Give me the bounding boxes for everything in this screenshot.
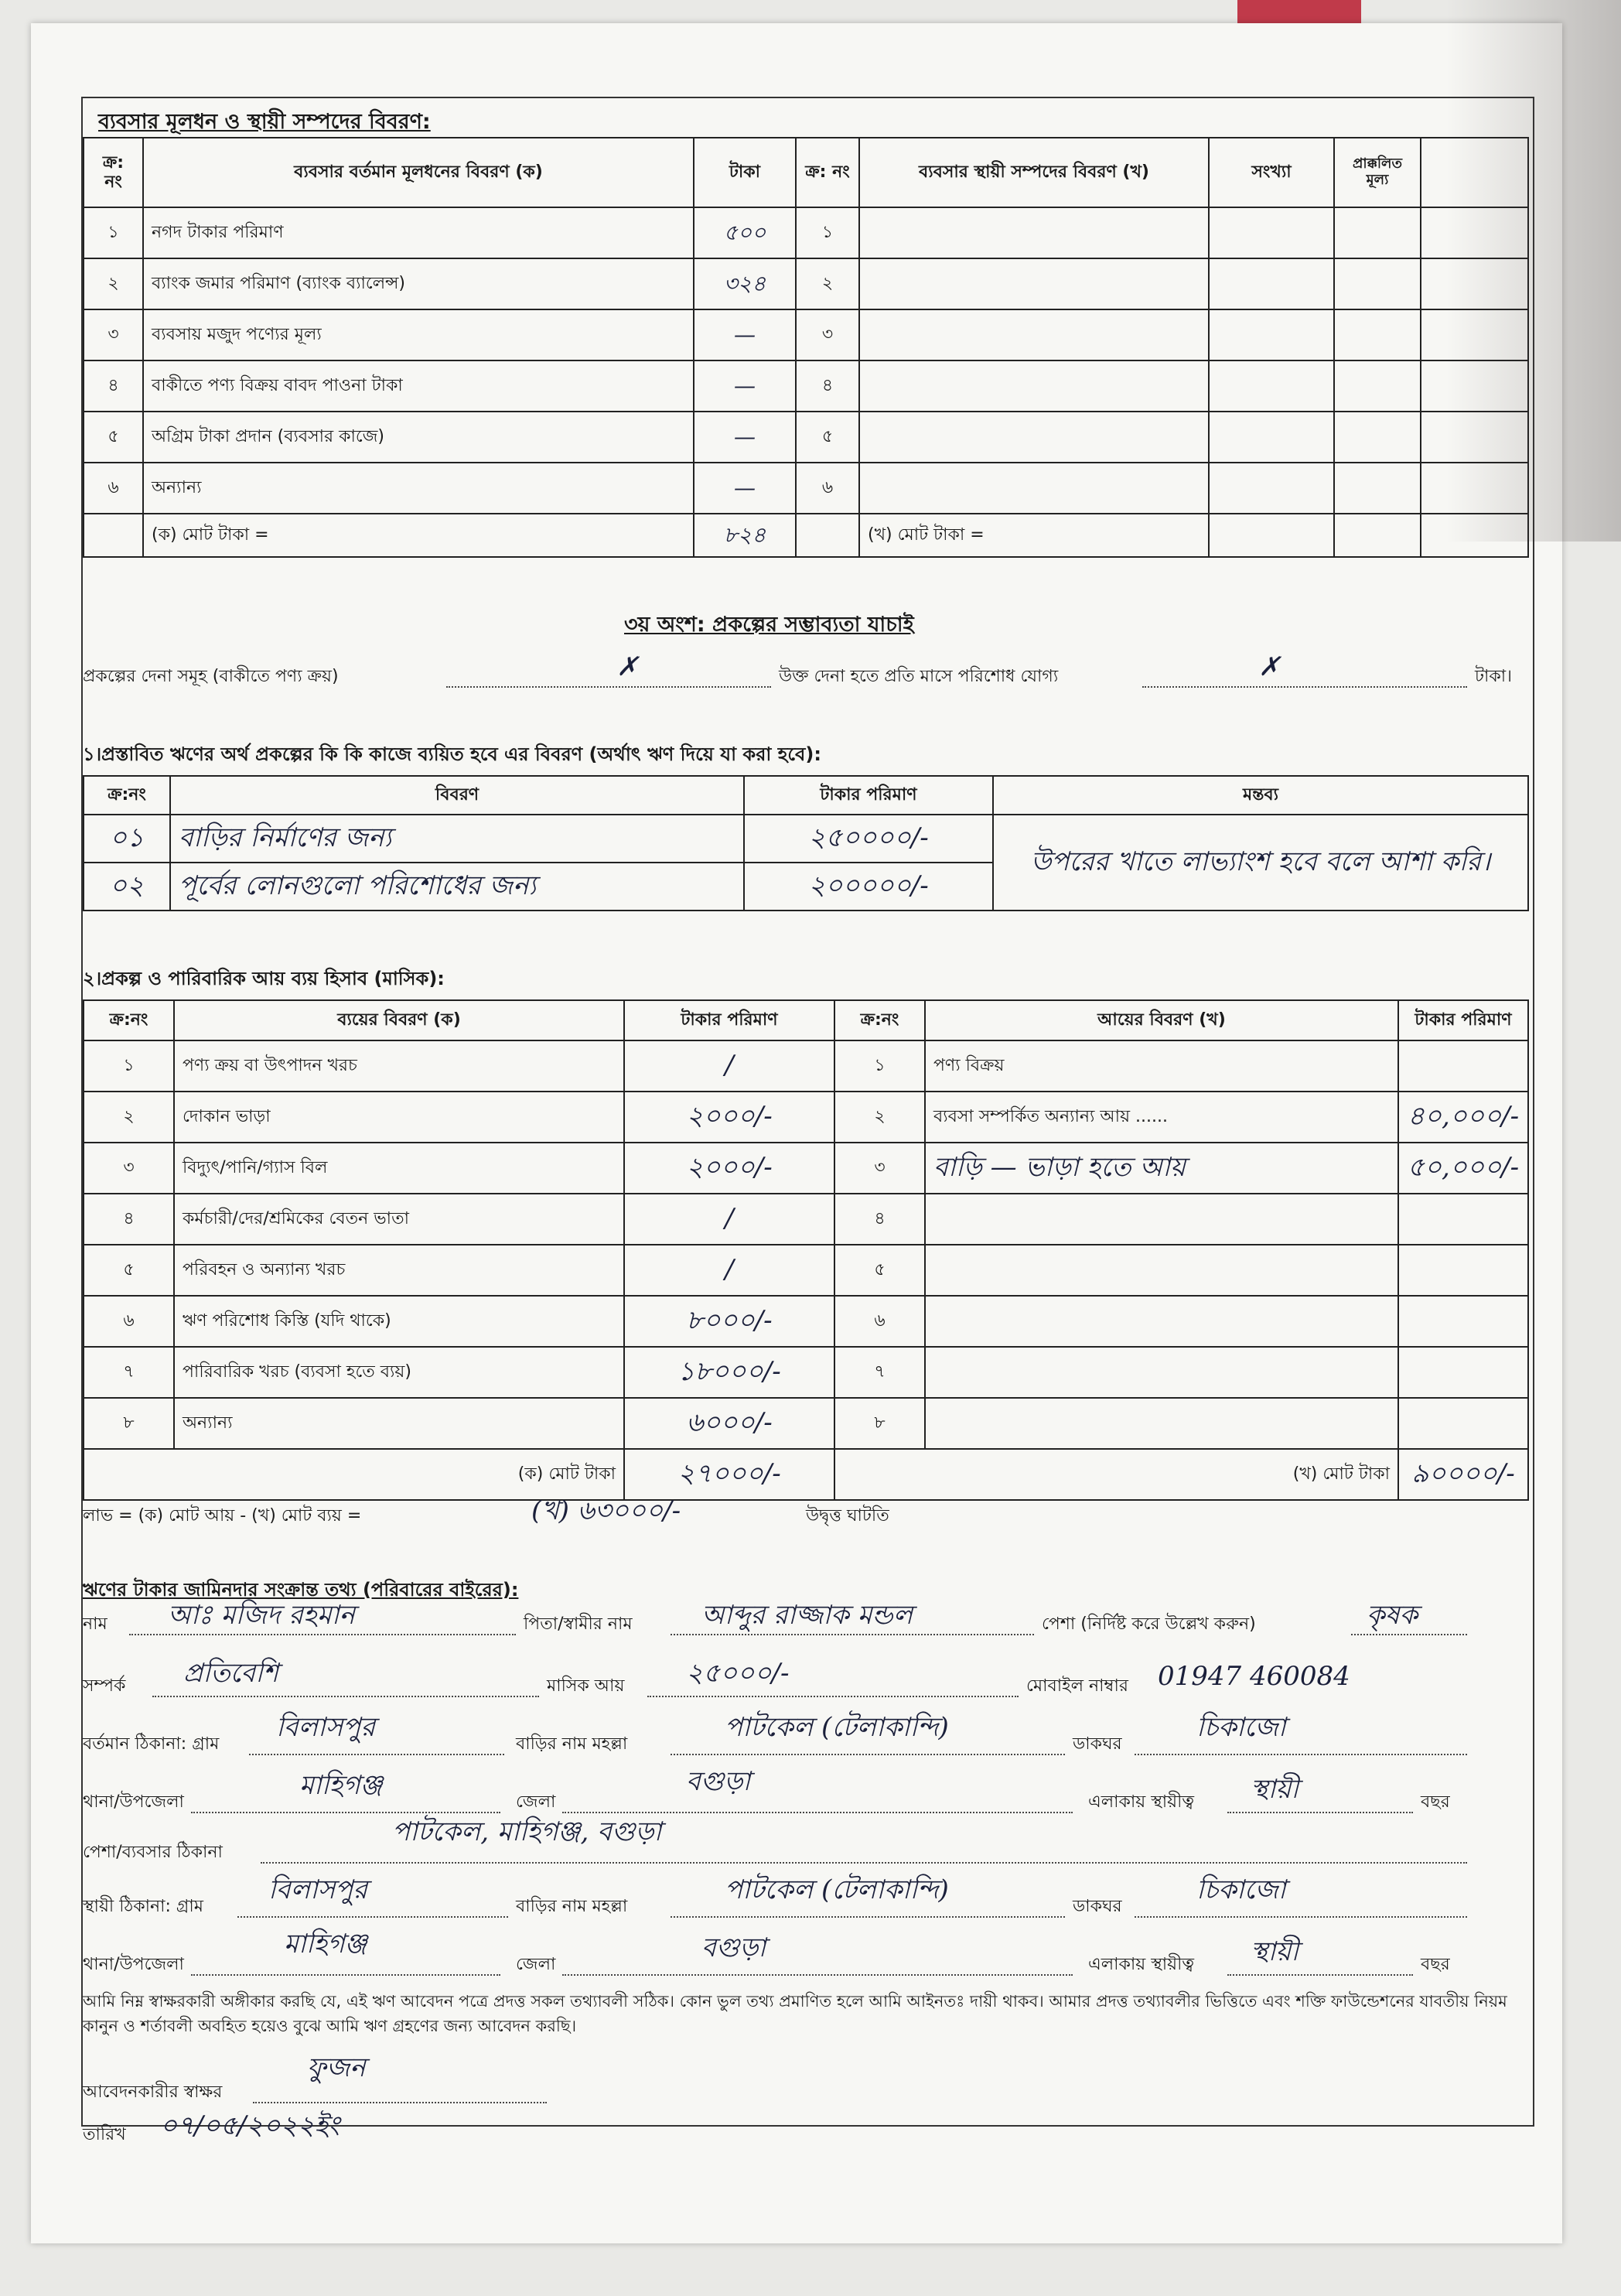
perm-village: বিলাসপুর <box>268 1874 368 1905</box>
table-row: ৩ বিদ্যুৎ/পানি/গ্যাস বিল ২০০০/- ৩ বাড়ি — ভাড়া হতে আয় ৫০,০০০/- <box>84 1143 1528 1194</box>
table-row: ৬ ঋণ পরিশোধ কিস্তি (যদি থাকে) ৮০০০/- ৬ <box>84 1296 1528 1347</box>
present-district: বগুড়া <box>686 1766 751 1797</box>
loan-use-table: ক্র:নং বিবরণ টাকার পরিমাণ মন্তব্য ০১ বাড়ির নির্মাণের জন্য ২৫০০০০/- উপরের খাতে লাভ্যাংশ হবে বলে আশা করি। ০২ পূর্বের লোনগুলো পরিশোধের জন্য ২০০০০০/- <box>83 775 1529 911</box>
table-row: ১ পণ্য ক্রয় বা উৎপাদন খরচ / ১ পণ্য বিক্রয় <box>84 1040 1528 1092</box>
present-post: চিকাজো <box>1196 1712 1286 1743</box>
table-row: ১ নগদ টাকার পরিমাণ ৫০০ ১ <box>84 207 1528 258</box>
capital-section-title: ব্যবসার মূলধন ও স্থায়ী সম্পদের বিবরণ: <box>98 110 431 134</box>
perm-thana: মাহিগঞ্জ <box>284 1929 367 1959</box>
page-edge-shadow <box>1446 0 1621 542</box>
table-row: ৬ অন্যান্য — ৬ <box>84 463 1528 514</box>
col-price: প্রাক্কলিত মূল্য <box>1334 138 1421 207</box>
table-row: ৪ কর্মচারী/দের/শ্রমিকের বেতন ভাতা / ৪ <box>84 1194 1528 1245</box>
present-village: বিলাসপুর <box>276 1712 376 1743</box>
income-expense-title: ২।প্রকল্প ও পারিবারিক আয় ব্যয় হিসাব (মাসিক): <box>83 968 445 989</box>
signature-label: আবেদনকারীর স্বাক্ষর <box>83 2082 223 2102</box>
col-capital: ব্যবসার বর্তমান মূলধনের বিবরণ (ক) <box>143 138 694 207</box>
table-row: ৭ পারিবারিক খরচ (ব্যবসা হতে ব্যয়) ১৮০০০/- ৭ <box>84 1347 1528 1398</box>
debts-label: প্রকল্পের দেনা সমূহ (বাকীতে পণ্য ক্রয়) <box>83 667 339 686</box>
table-row: ০১ বাড়ির নির্মাণের জন্য ২৫০০০০/- উপরের খাতে লাভ্যাংশ হবে বলে আশা করি। <box>84 815 1528 863</box>
expense-total-label: (ক) মোট টাকা <box>84 1449 624 1500</box>
taka-suffix: টাকা। <box>1475 667 1513 686</box>
total-row <box>84 514 1528 557</box>
col-count: সংখ্যা <box>1209 138 1334 207</box>
expense-total-value: ২৭০০০/- <box>624 1449 834 1500</box>
table-row: ০২ পূর্বের লোনগুলো পরিশোধের জন্য ২০০০০০/- <box>84 863 1528 911</box>
table-row: ৫ অগ্রিম টাকা প্রদান (ব্যবসার কাজে) — ৫ <box>84 412 1528 463</box>
loan-use-title: ১।প্রস্তাবিত ঋণের অর্থ প্রকল্পের কি কি কাজে ব্যয়িত হবে এর বিবরণ (অর্থাৎ ঋণ দিয়ে যা করা হবে): <box>83 743 821 765</box>
profit-label: লাভ = (ক) মোট আয় - (খ) মোট ব্যয় = <box>83 1506 362 1526</box>
guarantor-income: ২৫০০০/- <box>686 1658 790 1689</box>
table-row: ৪ বাকীতে পণ্য বিক্রয় বাবদ পাওনা টাকা — ৪ <box>84 360 1528 412</box>
guarantor-father: আব্দুর রাজ্জাক মন্ডল <box>701 1600 913 1631</box>
profit-value: (খ) ৬৩০০০/- <box>531 1495 681 1526</box>
table-row: ২ ব্যাংক জমার পরিমাণ (ব্যাংক ব্যালেন্স) ৩২৪ ২ <box>84 258 1528 309</box>
present-thana: মাহিগঞ্জ <box>299 1770 383 1801</box>
form-frame: ব্যবসার মূলধন ও স্থায়ী সম্পদের বিবরণ: ক্র: নং ব্যবসার বর্তমান মূলধনের বিবরণ (ক) টাকা ক্র: নং ব্যবসার স্থায়ী সম্পদের বিবরণ (খ) সংখ্যা প্রাক্কলিত মূল্য ১ নগদ টাকার পরিমাণ ৫০০ ১ ২ ব্যাংক জমার পরিমাণ (ব্যাংক ব্যালেন্স) ৩২৪ ২ ৩ ব্যবসায় মজুদ পণ্যের মূল্য — ৩ ৪ বাকীতে পণ্য বিক্রয় বাবদ পাওনা টাকা — ৪ ৫ অগ্রিম টাকা প্রদান (ব্যবসার কাজে) — ৫ ৬ অন্যান্য — ৬ (ক) মোট টাকা = ৮২৪ (খ) মোট টাকা = ৩য় অংশ: প্রকল্পের সম্ভাব্যতা যাচাই প্রকল্পের দেনা সমূহ (বাকীতে পণ্য ক্রয়) ✗ উক্ত দেনা হতে প্রতি মাসে পরিশোধ যোগ্য ✗ টাকা। ১।প্রস্তাবিত ঋণের অর্থ প্রকল্পের কি কি কাজে ব্যয়িত হবে এর বিবরণ (অর্থাৎ ঋণ দিয়ে যা করা হবে): ক্র:নং বিবরণ টাকার পরিমাণ মন্তব্য ০১ বাড়ির নির্মাণের জন্য ২৫০০০০/- উপরের খাতে লাভ্যাংশ হবে বলে আশা করি। ০২ পূর্বের লোনগুলো পরিশোধের জন্য ২০০০০০/- ২।প্রকল্প ও পারিবারিক আয় ব্যয় হিসাব (মাসিক): ক্র:নং ব্যয়ের বিবরণ (ক) টাকার পরিমাণ ক্র:নং আয়ের বিবরণ (খ) টাকার পরিমাণ ১ পণ্য ক্রয় বা উৎপাদন খরচ / ১ পণ্য বিক্রয় ২ দোকান ভাড়া ২০০০/- ২ ব্যবসা সম্পর্কিত অন্যান্য আয় ...... ৪০,০০০/- ৩ বিদ্যুৎ/পানি/গ্যাস বিল ২০০০/- ৩ বাড়ি — ভাড়া হতে আয় ৫০,০০০/- ৪ কর্মচারী/দের/শ্রমিকের বেতন ভাতা / ৪ ৫ পরিবহন ও অন্যান্য খরচ / ৫ ৬ ঋণ পরিশোধ কিস্তি (যদি থাকে) ৮০০০/- ৬ ৭ পারিবারিক খরচ (ব্যবসা হতে ব্যয়) ১৮০০০/- ৭ ৮ অন্যান্য ৬০০০/- ৮ (ক) মোট টাকা ২৭০০০/- (খ) মোট টাকা ৯০০০০/- লাভ = (ক) মোট আয় - (খ) মোট ব্যয় = (খ) ৬৩০০০/- উদ্বৃত্ত ঘাটতি ঋণের টাকার জামিনদার সংক্রান্ত তথ্য (পরিবারের বাইরের): নাম আঃ মজিদ রহমান পিতা/স্বামীর নাম আব্দুর রাজ্জাক মন্ডল পেশা (নির্দিষ্ট করে উল্লেখ করুন) কৃষক সম্পর্ক প্রতিবেশি মাসিক আয় ২৫০০০/- মোবাইল নাম্বার 01947 460084 বর্তমান ঠিকানা: গ্রাম বিলাসপুর বাড়ির নাম মহল্লা পাটকেল (টেলাকান্দি) ডাকঘর চিকাজো থানা/উপজেলা মাহিগঞ্জ জেলা বগুড়া এলাকায় স্থায়ীত্ব স্থায়ী বছর পেশা/ব্যবসার ঠিকানা পাটকেল, মাহিগঞ্জ, বগুড়া স্থায়ী ঠিকানা: গ্রাম বিলাসপুর বাড়ির নাম মহল্লা পাটকেল (টেলাকান্দি) ডাকঘর চিকাজো থানা/উপজেলা মাহিগঞ্জ জেলা বগুড়া এলাকায় স্থায়ীত্ব স্থায়ী বছর আমি নিম্ন স্বাক্ষরকারী অঙ্গীকার করছি যে, এই ঋণ আবেদন পত্রে প্রদত্ত সকল তথ্যাবলী সঠিক। কোন ভুল তথ্য প্রমাণিত হলে আমি আইনতঃ দায়ী থাকব। আমার প্রদত্ত তথ্যাবলীর ভিত্তিতে এবং শক্তি ফাউন্ডেশনের যাবতীয় নিয়ম কানুন ও শর্তাবলী অবহিত হয়েও বুঝে আমি ঋণ গ্রহণের জন্য আবেদন করছি। আবেদনকারীর স্বাক্ষর ফুজন তারিখ ০৭/০৫/২০২২ইং <box>81 97 1534 2127</box>
total-a-label: (ক) মোট টাকা = <box>143 514 694 557</box>
monthly-value: ✗ <box>1258 651 1281 682</box>
capital-assets-table <box>83 137 1529 558</box>
guarantor-relation: প্রতিবেশি <box>183 1658 279 1689</box>
perm-house: পাটকেল (টেলাকান্দি) <box>725 1874 949 1905</box>
guarantor-occupation: কৃষক <box>1367 1600 1418 1631</box>
table-row: ৫ পরিবহন ও অন্যান্য খরচ / ৫ <box>84 1245 1528 1296</box>
present-years: স্থায়ী <box>1251 1774 1299 1805</box>
total-b-label: (খ) মোট টাকা = <box>859 514 1209 557</box>
feasibility-title: ৩য় অংশ: প্রকল্পের সম্ভাব্যতা যাচাই <box>624 613 914 637</box>
total-row <box>84 1449 1528 1500</box>
total-a-value: ৮২৪ <box>694 514 796 557</box>
perm-years: স্থায়ী <box>1251 1936 1299 1967</box>
date-label: তারিখ <box>83 2125 126 2144</box>
declaration-text: আমি নিম্ন স্বাক্ষরকারী অঙ্গীকার করছি যে, এই ঋণ আবেদন পত্রে প্রদত্ত সকল তথ্যাবলী সঠিক। কোন ভুল তথ্য প্রমাণিত হলে আমি আইনতঃ দায়ী থাকব। আমার প্রদত্ত তথ্যাবলীর ভিত্তিতে এবং শক্তি ফাউন্ডেশনের যাবতীয় নিয়ম কানুন ও শর্তাবলী অবহিত হয়েও বুঝে আমি ঋণ গ্রহণের জন্য আবেদন করছি। <box>83 1992 1507 2035</box>
present-house: পাটকেল (টেলাকান্দি) <box>725 1712 949 1743</box>
signature-value: ফুজন <box>307 2052 366 2083</box>
guarantor-name: আঃ মজিদ রহমান <box>168 1600 355 1631</box>
table-row: ৩ ব্যবসায় মজুদ পণ্যের মূল্য — ৩ <box>84 309 1528 360</box>
debts-value: ✗ <box>616 651 639 682</box>
income-total-value: ৯০০০০/- <box>1398 1449 1528 1500</box>
surplus-label: উদ্বৃত্ত ঘাটতি <box>806 1506 889 1526</box>
perm-district: বগুড়া <box>701 1932 766 1963</box>
guarantor-title: ঋণের টাকার জামিনদার সংক্রান্ত তথ্য (পরিবারের বাইরের): <box>83 1579 519 1601</box>
col-taka: টাকা <box>694 138 796 207</box>
col-sl: ক্র: নং <box>84 138 143 207</box>
col-sl2: ক্র: নং <box>796 138 859 207</box>
income-expense-table: ক্র:নং ব্যয়ের বিবরণ (ক) টাকার পরিমাণ ক্র:নং আয়ের বিবরণ (খ) টাকার পরিমাণ ১ পণ্য ক্রয় বা উৎপাদন খরচ / ১ পণ্য বিক্রয় ২ দোকান ভাড়া ২০০০/- ২ ব্যবসা সম্পর্কিত অন্যান্য আয় ...... ৪০,০০০/- ৩ বিদ্যুৎ/পানি/গ্যাস বিল ২০০০/- ৩ বাড়ি — ভাড়া হতে আয় ৫০,০০০/- ৪ কর্মচারী/দের/শ্রমিকের বেতন ভাতা / ৪ ৫ পরিবহন ও অন্যান্য খরচ / ৫ ৬ ঋণ পরিশোধ কিস্তি (যদি থাকে) ৮০০০/- ৬ ৭ পারিবারিক খরচ (ব্যবসা হতে ব্যয়) ১৮০০০/- ৭ ৮ অন্যান্য ৬০০০/- ৮ (ক) মোট টাকা ২৭০০০/- (খ) মোট টাকা ৯০০০০/- <box>83 999 1529 1501</box>
remarks-cell: উপরের খাতে লাভ্যাংশ হবে বলে আশা করি। <box>993 815 1528 911</box>
table-row: ৮ অন্যান্য ৬০০০/- ৮ <box>84 1398 1528 1449</box>
monthly-label: উক্ত দেনা হতে প্রতি মাসে পরিশোধ যোগ্য <box>779 667 1059 686</box>
table-row: ২ দোকান ভাড়া ২০০০/- ২ ব্যবসা সম্পর্কিত অন্যান্য আয় ...... ৪০,০০০/- <box>84 1092 1528 1143</box>
col-assets: ব্যবসার স্থায়ী সম্পদের বিবরণ (খ) <box>859 138 1209 207</box>
work-address: পাটকেল, মাহিগঞ্জ, বগুড়া <box>392 1816 662 1847</box>
document-page <box>31 23 1562 2243</box>
income-total-label: (খ) মোট টাকা <box>834 1449 1398 1500</box>
guarantor-mobile: 01947 460084 <box>1158 1661 1350 1692</box>
perm-post: চিকাজো <box>1196 1874 1286 1905</box>
date-value: ০৭/০৫/২০২২ইং <box>160 2110 340 2141</box>
